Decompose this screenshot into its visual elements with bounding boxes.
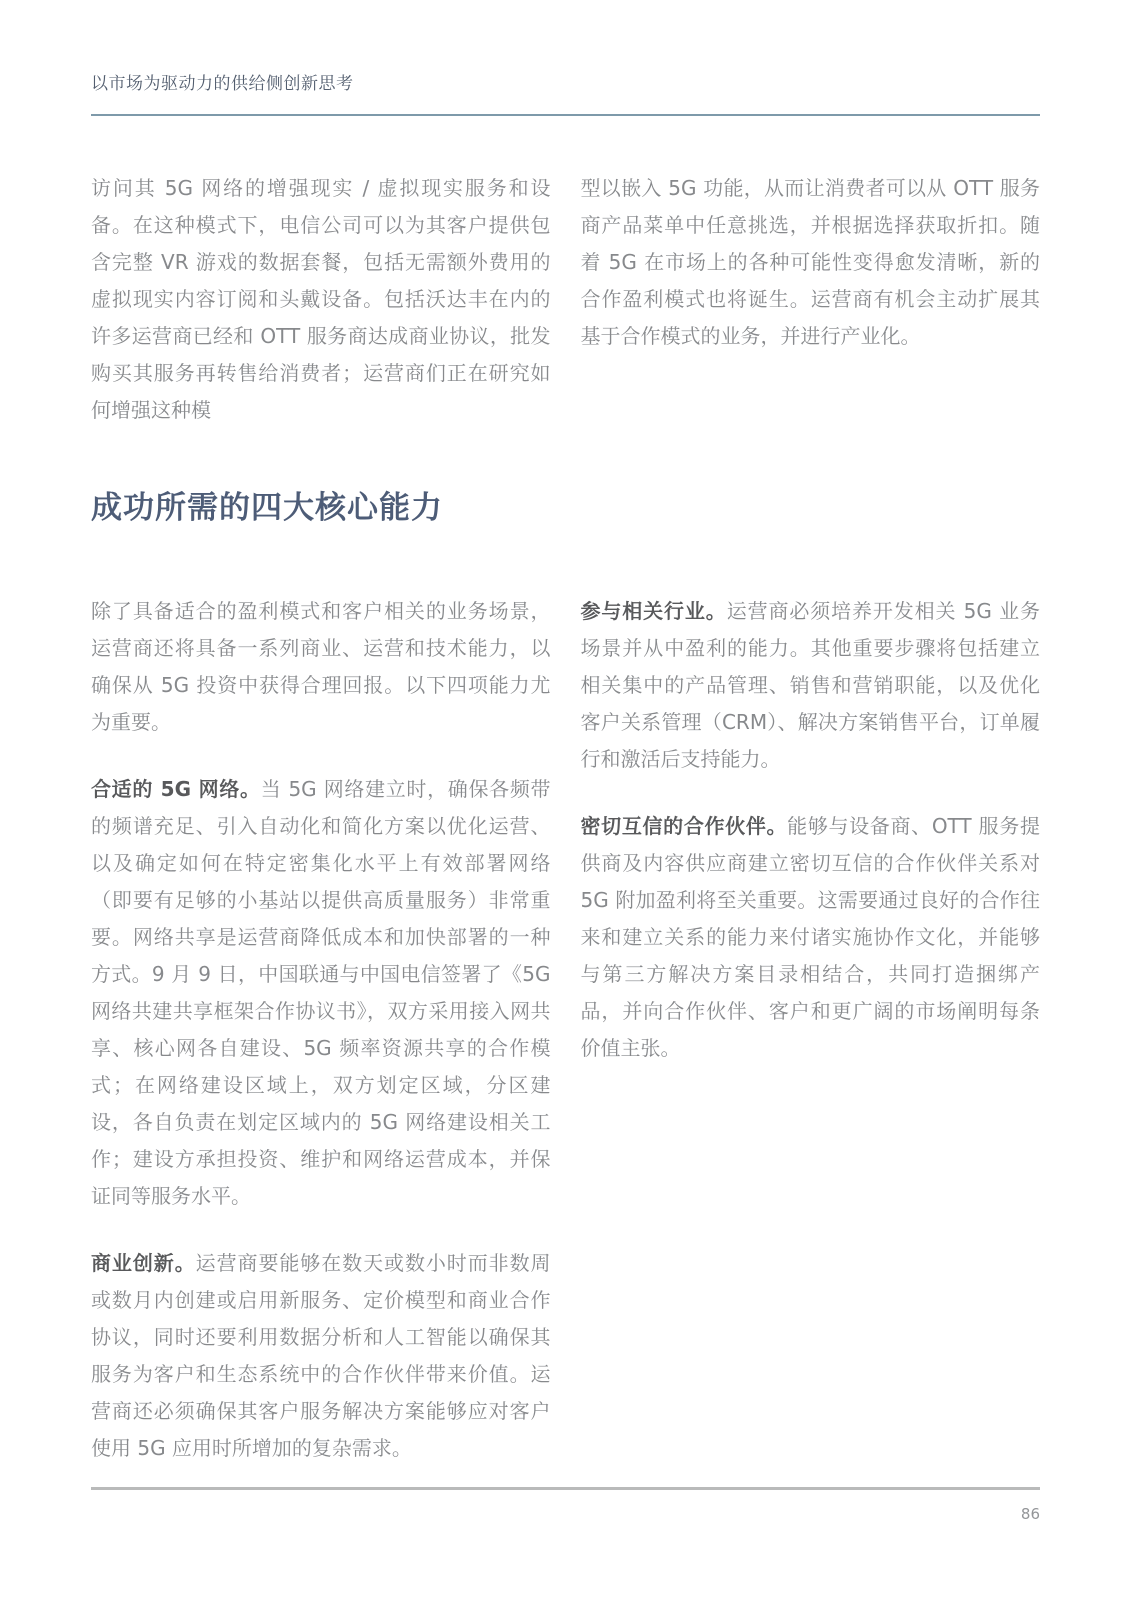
paragraph-text: 能够与设备商、OTT 服务提供商及内容供应商建立密切互信的合作伙伴关系对 5G 附加盈利将至关重要。这需要通过良好的合作往来和建立关系的能力来付诸实施协作文化，并能够与第三方解决方案目录相结合，共同打造捆绑产品，并向合作伙伴、客户和更广阔的市场阐明每条价值主张。 [580, 814, 1040, 1060]
paragraph-lead: 商业创新。 [91, 1251, 196, 1275]
paragraph-lead: 参与相关行业。 [580, 599, 727, 623]
intro-right-column [581, 170, 1041, 429]
page-number: 86 [1020, 1505, 1040, 1523]
paragraph-text: 当 5G 网络建立时，确保各频带的频谱充足、引入自动化和简化方案以优化运营、以及确定如何在特定密集化水平上有效部署网络（即要有足够的小基站以提供高质量服务）非常重要。网络共享是运营商降低成本和加快部署的一种方式。9 月 9 日，中国联通与中国电信签署了《5G 网络共建共享框架合作协议书》，双方采用接入网共享、核心网各自建设、5G 频率资源共享的合作模式；在网络建设区域上，双方划定区域，分区建设，各自负责在划定区域内的 5G 网络建设相关工作；建设方承担投资、维护和网络运营成本，并保证同等服务水平。 [91, 777, 551, 1208]
intro-columns [91, 170, 1040, 429]
paragraph-text: 运营商要能够在数天或数小时而非数周或数月内创建或启用新服务、定价模型和商业合作协议，同时还要利用数据分析和人工智能以确保其服务为客户和生态系统中的合作伙伴带来价值。运营商还必须确保其客户服务解决方案能够应对客户使用 5G 应用时所增加的复杂需求。 [91, 1251, 551, 1460]
footer-rule [91, 1487, 1040, 1490]
paragraph [91, 771, 551, 1215]
intro-paragraph-right-text: 型以嵌入 5G 功能，从而让消费者可以从 OTT 服务商产品菜单中任意挑选，并根据选择获取折扣。随着 5G 在市场上的各种可能性变得愈发清晰，新的合作盈利模式也将诞生。运营商有机会主动扩展其基于合作模式的业务，并进行产业化。 [580, 176, 1040, 348]
paragraph-text: 运营商必须培养开发相关 5G 业务场景并从中盈利的能力。其他重要步骤将包括建立相关集中的产品管理、销售和营销职能，以及优化客户关系管理（CRM）、解决方案销售平台，订单履行和激活后支持能力。 [580, 599, 1040, 771]
paragraph [91, 593, 551, 741]
intro-paragraph-right [581, 170, 1041, 355]
section-columns [91, 593, 1040, 1467]
section-left-column [91, 593, 551, 1467]
paragraph-lead: 密切互信的合作伙伴。 [580, 814, 788, 838]
section-heading: 成功所需的四大核心能力 [91, 490, 443, 526]
intro-paragraph-left [91, 170, 551, 429]
paragraph-lead: 合适的 5G 网络。 [91, 777, 261, 801]
intro-left-column [91, 170, 551, 429]
intro-paragraph-left-text: 访问其 5G 网络的增强现实 / 虚拟现实服务和设备。在这种模式下，电信公司可以为其客户提供包含完整 VR 游戏的数据套餐，包括无需额外费用的虚拟现实内容订阅和头戴设备。包括沃达丰在内的许多运营商已经和 OTT 服务商达成商业协议，批发购买其服务再转售给消费者；运营商们正在研究如何增强这种模 [91, 176, 551, 422]
header-rule [91, 114, 1040, 116]
paragraph [581, 808, 1041, 1067]
page-header [0, 0, 1131, 116]
paragraph-text: 除了具备适合的盈利模式和客户相关的业务场景，运营商还将具备一系列商业、运营和技术能力，以确保从 5G 投资中获得合理回报。以下四项能力尤为重要。 [91, 599, 551, 734]
paragraph [91, 1245, 551, 1467]
paragraph [581, 593, 1041, 778]
section-right-column [581, 593, 1041, 1467]
running-head-title: 以市场为驱动力的供给侧创新思考 [91, 74, 354, 94]
